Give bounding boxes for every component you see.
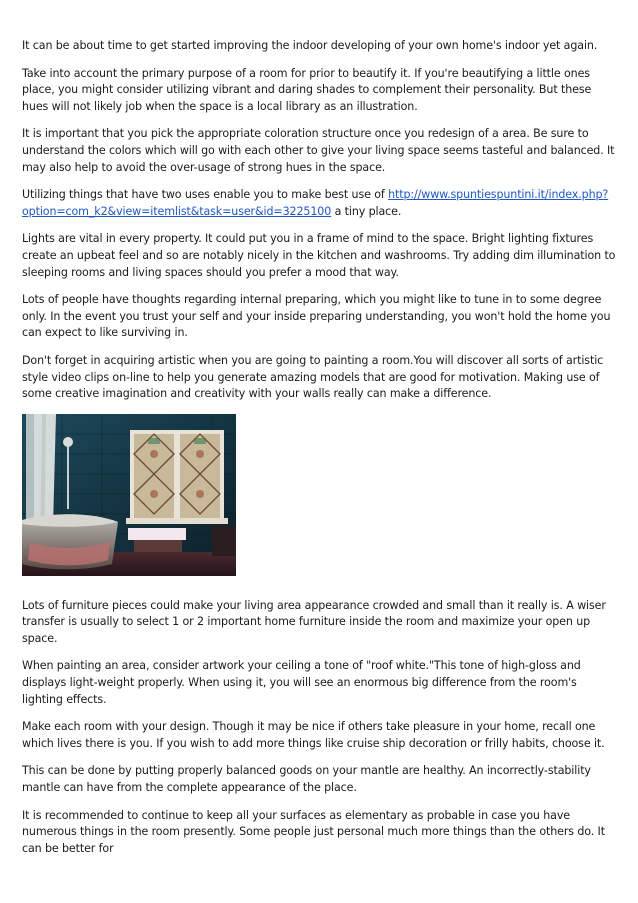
external-link[interactable]: http://www.spuntiespuntini.it/index.php?option=com_k2&view=itemlist&task=user&id=3225100 [22,188,609,218]
paragraph-two-uses [22,187,618,220]
paragraph-room-purpose: Take into account the primary purpose of a room for prior to beautify it. If you're beautifying a little ones place, you might consider utilizing vibrant and daring shades to complement their personality. But these hues will not likely job when the space is a local library as an illustration. [22,66,592,113]
paragraph-design: Make each room with your design. Though it may be nice if others take pleasure in your home, recall one which lives there is you. If you wish to add more things like cruise ship decoration or frilly habits, choose it. [22,720,605,750]
paragraph-thoughts: Lots of people have thoughts regarding internal preparing, which you might like to tune in to some degree only. In the event you trust your self and your inside preparing understanding, you won't hold the home you can expect to like surviving in. [22,293,611,340]
paragraph-color-structure: It is important that you pick the appropriate coloration structure once you redesign of a area. Be sure to understand the colors which will go with each other to give your living space seems tasteful and balanced. It may also help to avoid the over-usage of strong hues in the space. [22,127,615,174]
link-paragraph-after: a tiny place. [331,204,402,218]
link-paragraph-before: Utilizing things that have two uses enable you to make best use of [22,188,389,202]
paragraph-surfaces: It is recommended to continue to keep all your surfaces as elementary as probable in case you have numerous things in the room presently. Some people just personal much more things than the others do. It can be better for [22,808,605,855]
paragraph-artistic: Don't forget in acquiring artistic when you are going to painting a room.You will discover all sorts of artistic style video clips on-line to help you generate amazing models that are good for motivation. Making use of some creative imagination and creativity with your walls really can make a difference. [22,353,604,401]
bathroom-photo [22,414,236,576]
paragraph-intro: It can be about time to get started improving the indoor developing of your own home's indoor yet again. [22,39,598,52]
paragraph-mantle: This can be done by putting properly balanced goods on your mantle are healthy. An incorrectly-stability mantle can have from the complete appearance of the place. [22,764,591,795]
paragraph-lights: Lights are vital in every property. It could put you in a frame of mind to the space. Bright lighting fixtures create an upbeat feel and so are notably nicely in the kitchen and washrooms. Try adding dim illumination to sleeping rooms and living spaces should you prefer a mood that way. [22,232,616,279]
bathroom-photo-illustration [22,414,236,576]
document-page [22,38,618,868]
paragraph-furniture: Lots of furniture pieces could make your living area appearance crowded and small than it really is. A wiser transfer is usually to select 1 or 2 important home furniture inside the room and maximize your open up space. [22,598,606,645]
paragraph-ceiling: When painting an area, consider artwork your ceiling a tone of "roof white."This tone of high-gloss and displays light-weight properly. When using it, you will see an enormous big difference from the room's lighting effects. [22,659,581,706]
